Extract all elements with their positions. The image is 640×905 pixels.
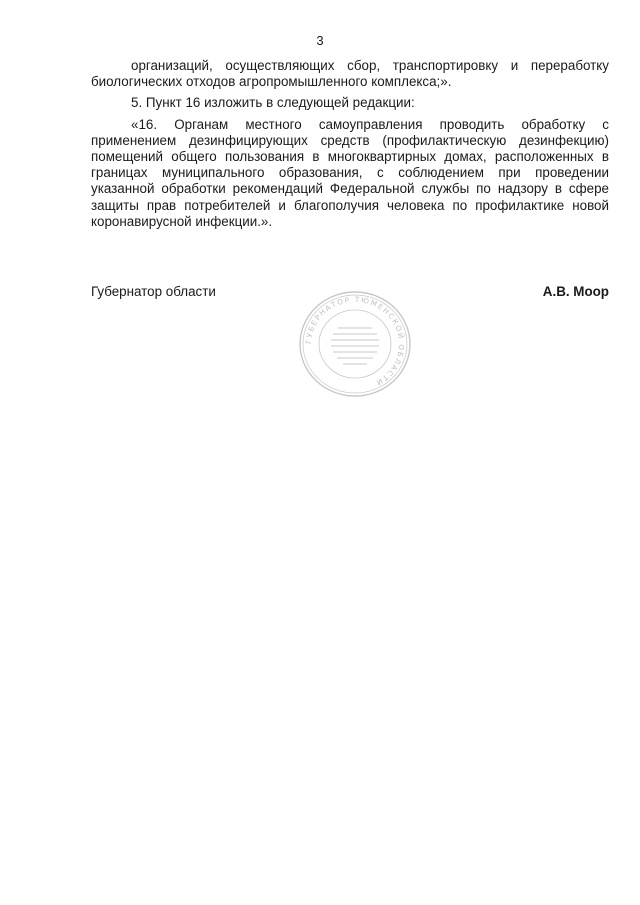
signer-name: А.В. Моор	[542, 284, 609, 299]
official-seal-icon	[298, 290, 412, 398]
paragraph-item-5: 5. Пункт 16 изложить в следующей редакции:	[131, 95, 415, 111]
page-number: 3	[316, 33, 324, 48]
signer-title: Губернатор области	[91, 284, 216, 299]
document-body	[91, 58, 609, 230]
paragraph-continuation: организаций, осуществляющих сбор, транспортировку и переработку биологических отходов агропромышленного комплекса;».	[91, 58, 609, 90]
paragraph-item-16: «16. Органам местного самоуправления проводить обработку с применением дезинфицирующих средств (профилактическую дезинфекцию) помещений общего пользования в многоквартирных домах, расположенных в границах муниципального образования, с соблюдением при проведении указанной обработки рекомендаций Федеральной службы по надзору в сфере защиты прав потребителей и благополучия человека по профилактике новой коронавирусной инфекции.».	[91, 116, 609, 229]
seal-ring-text: ГУБЕРНАТОР ТЮМЕНСКОЙ ОБЛАСТИ	[303, 294, 407, 388]
